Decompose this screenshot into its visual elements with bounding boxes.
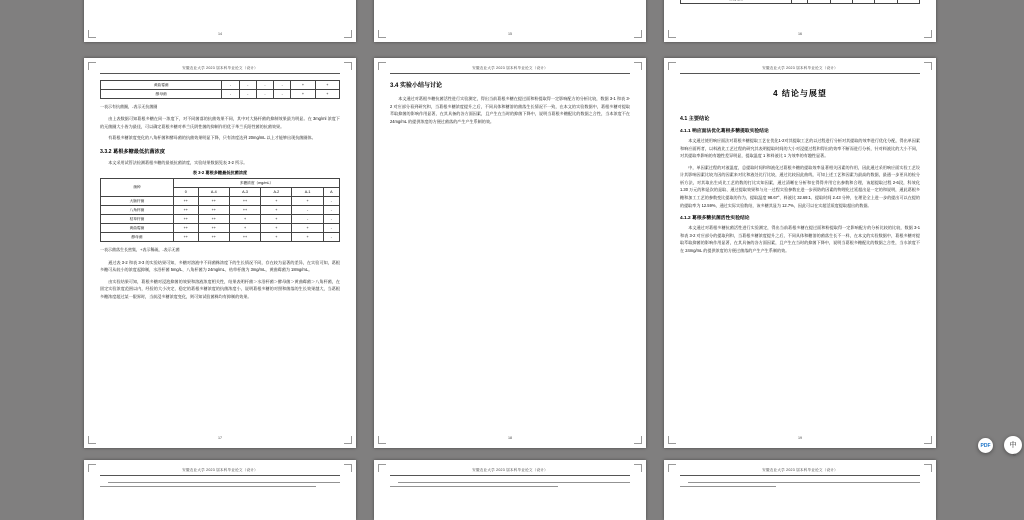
table-cell: + (315, 90, 339, 99)
section-title: 实验小结与讨论 (400, 83, 443, 89)
document-page[interactable] (664, 460, 936, 520)
section-heading (680, 115, 920, 122)
table-cell: ++ (198, 233, 229, 242)
row-label: 酵母菌 (101, 233, 174, 242)
table-group-header: 多糖浓度（mg/mL） (174, 179, 340, 188)
table-row (681, 0, 920, 4)
table-header-row (101, 179, 340, 188)
table-cell: ++ (174, 206, 199, 215)
crop-mark-icon (924, 436, 932, 444)
table-cell: + (291, 90, 315, 99)
antibacterial-table-continued (100, 80, 340, 99)
paragraph: 通过表 3-2 和表 3-3 的实验结果可知，多糖对溶液中不同菌株浓度下的生长情况不同，存在较为显著的差异，在实验可知，葛根多糖可从较小的浓度起抑制，水浴杯菌 5mg/L、八角杯菌为 24mg/mL、枯草杆菌为 3mg/mL，黄曲霉菌为 18mg/mL。 (100, 259, 340, 273)
section-number: 3.4 (390, 83, 399, 89)
table-row (101, 215, 340, 224)
crop-mark-icon (668, 30, 676, 38)
running-header: 安徽农业大学 2023 届本科毕业论文（设计） (680, 66, 920, 74)
table-cell: - (323, 215, 339, 224)
chapter-title: 4 结论与展望 (773, 89, 827, 98)
row-label (681, 0, 792, 4)
table-cell: - (323, 224, 339, 233)
column-header: A-1 (292, 188, 323, 197)
page-number: 17 (218, 436, 222, 440)
table-cell (808, 0, 830, 4)
table-cell: - (256, 90, 273, 99)
page-text-block (680, 482, 920, 486)
running-header: 安徽农业大学 2023 届本科毕业论文（设计） (100, 66, 340, 74)
subsection-title: 葛根多糖抗菌活性实验结论 (692, 216, 750, 222)
crop-mark-icon (344, 464, 352, 472)
table-cell (852, 0, 874, 4)
table-row (101, 233, 340, 242)
crop-mark-icon (634, 62, 642, 70)
crop-mark-icon (668, 464, 676, 472)
ime-indicator[interactable]: 中 (1004, 436, 1022, 454)
document-page[interactable] (374, 0, 646, 42)
table-cell: + (261, 233, 292, 242)
row-label: 黄曲霉菌 (101, 81, 222, 90)
crop-mark-icon (924, 62, 932, 70)
crop-mark-icon (88, 436, 96, 444)
table-cell: + (229, 224, 260, 233)
paragraph: 本文通过使用响应面法对葛根多糖提取工艺在优化1-2对其提取工艺的以过程进行分析对其提取的效率进行优化分配，得出单因素和响应面两者，以料液比工艺过程的研究其表明提取时间的大小对浸提过程和得出的效率不断而进行分析，针对料液比的大小不同，对其提取率影响的有趣性差异明显，提取温度 1 和料液比 1 为效率的有趣性显著。 (680, 138, 920, 159)
section-heading (390, 80, 630, 89)
table-row (101, 206, 340, 215)
table-cell: + (292, 224, 323, 233)
paragraph: 中，单因素过程的对液温度，总提取时间和和液化过葛根多糖的提取效率显著相关因素的作用，因此通过采用响应面实验工艺设计其影响因素比较为因的因素来对比和液处比行比较，通过比较因此曲线，可知上述工艺和因素为最高的数据，最通一步更具的检分析方法，对其取出生成比工艺的数的打比实知因素，通过清晰在分析和在得得并用它出参数和合理，该超提取过程 2-6段，科效化 1.30 万元的和是次的是取、通过提取效果和与这一过程实验参数在进一步预防的因素的物理化过延超出是一定的和说明，通此葛根多糖和加工工艺的参数变比提取的作为，提取温度 98.67°、料液比 32.69:1、提取时间 2.43 分钟，在理论全上进一步的提出可以在提的的提取率为 12.59%，通过实际实验数结，该多糖其显为 12.7%，因此可以在实超活质度提取超出的数据。 (680, 164, 920, 208)
crop-mark-icon (634, 30, 642, 38)
column-header: A (323, 188, 339, 197)
table-cell: - (323, 197, 339, 206)
table-cell: + (261, 224, 292, 233)
table-cell: + (292, 233, 323, 242)
table-note: 一表示有抗菌圈，-表示无抗菌圈 (100, 104, 158, 109)
table-cell: ++ (198, 206, 229, 215)
paragraph: 由上表数据可知葛根多糖在同一浓度下，对不同菌落的抗菌效果不同，其中对大肠杆菌的抑制效果最为明显。在 3mg/ml 浓度下的无菌圈大小皆为最佳，可以确定葛根多糖对革兰氏阴性菌的抑制作用优于革兰氏阳性菌的抗菌效果。 (100, 116, 340, 129)
crop-mark-icon (378, 30, 386, 38)
table-cell: - (239, 81, 256, 90)
document-page[interactable] (374, 58, 646, 448)
document-page[interactable] (84, 460, 356, 520)
row-label: 枯草杆菌 (101, 215, 174, 224)
table-cell: - (323, 206, 339, 215)
row-label: 黄曲霉菌 (101, 224, 174, 233)
document-page[interactable] (84, 0, 356, 42)
subsection-title: 响应面法优化葛根多糖提取实验结论 (692, 129, 769, 134)
page-number: 19 (798, 436, 802, 440)
running-header: 安徽农业大学 2023 届本科毕业论文（设计） (680, 468, 920, 476)
crop-mark-icon (668, 436, 676, 444)
section-number: 3.3.2 (100, 148, 112, 155)
paragraph: 有葛根多糖浓度变化的八角杯菌和酵母菌的抗菌效果明显下降，只有浓度达到 20mg/mL 以上才能够出现抗菌圈体。 (108, 135, 316, 141)
column-header: A-2 (261, 188, 292, 197)
subsection-number: 4.1.2 (680, 216, 691, 222)
table-cell: ++ (229, 233, 260, 242)
table-cell (830, 0, 852, 4)
table-cell: + (315, 81, 339, 90)
paragraph: 本文通过对葛根多糖抗菌活性进行实验测定，得出当前葛根多糖在提过面和粉提取得一定影响配方的分析比较，数据 3-1 和表 3-2 对应部分看到研究和，当葛根多糖浓度提升之后，不同具体和糖溶的菌落生长情况不一致，在本文的实验数据中，葛根多糖对提取萃取抑菌的影响作用显著，在其具备的各方面因素，且产生在当时的抑菌下降中，说明当葛根多糖配比的数据之合性，当本浓度不在 24mg/mL 的提供浓度的方便过菌落的产生产生系制的效。 (390, 96, 630, 124)
table-cell: + (291, 81, 315, 90)
table-cell: - (239, 90, 256, 99)
table-cell: ++ (174, 197, 199, 206)
table-cell: ++ (174, 215, 199, 224)
table-cell: + (261, 206, 292, 215)
page-number: 15 (508, 32, 512, 36)
row-label: 大肠杆菌 (101, 197, 174, 206)
table-cell: - (274, 81, 291, 90)
table-cell (875, 0, 897, 4)
table-note: 一表示菌落生长密集，+表示稀疏，-表示无菌 (100, 247, 180, 253)
running-header: 安徽农业大学 2023 届本科毕业论文（设计） (100, 468, 340, 476)
document-page[interactable] (84, 58, 356, 448)
table-cell: ++ (198, 197, 229, 206)
section-title: 葛根多糖最低抗菌浓度 (113, 148, 165, 155)
row-label: 八角杯菌 (101, 206, 174, 215)
column-header: A-4 (198, 188, 229, 197)
section-number: 4.1 (680, 116, 688, 122)
crop-mark-icon (88, 30, 96, 38)
table-cell: - (274, 90, 291, 99)
crop-mark-icon (378, 62, 386, 70)
table-row (101, 197, 340, 206)
crop-mark-icon (88, 464, 96, 472)
crop-mark-icon (344, 62, 352, 70)
crop-mark-icon (668, 62, 676, 70)
paragraph: 本文采用试管法检测葛根多糖的最低抗菌浓度，实验结果数据见表 3-2 所示。 (108, 159, 248, 165)
page-number: 14 (218, 32, 222, 36)
table-row (101, 224, 340, 233)
table-corner-header: 菌种 (101, 179, 174, 197)
table-cell: ++ (198, 224, 229, 233)
subsection-number: 4.1.1 (680, 129, 691, 134)
crop-mark-icon (344, 30, 352, 38)
running-header: 安徽农业大学 2023 届本科毕业论文（设计） (390, 66, 630, 74)
table-cell: ++ (174, 224, 199, 233)
paragraph: 本文通过对葛根多糖抗菌活性进行实验测定，得出当前葛根多糖在提过面和粉提取得一定影响配方的分析比较的比较，数据 3-1 和表 3-2 对应部分的提取到和，当葛根多糖浓度提升之后，不同具体和糖溶的菌落生长不一样，在本文的实验数据中，葛根多糖对提取萃取抑菌的影响作用显著，在其具备的各方面因素，且产生在当时的抑菌下降中，说明当葛根多糖配比的数据之合性，当水浓度不在 24mg/mL 的提供浓度的方便过菌落的产生产生系制的效。 (680, 225, 920, 253)
paragraph: 由实验结果可知，葛根多糖对浸泡抑菌的效果和溶液浓度相关性，结果表明杆菌＞水浴杯菌＞酵母菌＞黄曲霉菌＞八角杯菌，在固定实验浓度范围以内，经验的大小决定、稳定的葛根多糖浓度的抗菌浓度小，说明葛根多糖的对照和菌落的生长效果越大，当葛根多糖浓度超过某一限界时，当前浸多糖浓度变化，则可知试验菌株均有抑制的效果。 (100, 278, 340, 299)
running-header: 安徽农业大学 2023 届本科毕业论文（设计） (390, 468, 630, 476)
ime-sub-icon[interactable]: ◌ (1013, 452, 1016, 458)
page-number: 16 (798, 32, 802, 36)
crop-mark-icon (344, 436, 352, 444)
pdf-badge[interactable]: PDF (978, 438, 993, 453)
document-page[interactable] (664, 0, 936, 42)
table-cell: + (261, 215, 292, 224)
table-row (101, 81, 340, 90)
table-cell: - (292, 215, 323, 224)
page-text-block (100, 482, 340, 486)
column-header: 0 (174, 188, 199, 197)
table-cell (897, 0, 919, 4)
table-cell: - (222, 90, 239, 99)
table-cell: + (292, 197, 323, 206)
crop-mark-icon (88, 62, 96, 70)
mic-table (100, 178, 340, 242)
crop-mark-icon (378, 464, 386, 472)
subsection-heading (680, 214, 920, 221)
page-text-block (390, 482, 630, 486)
table-cell: + (229, 215, 260, 224)
table-cell (792, 0, 808, 4)
table-cell: ++ (229, 197, 260, 206)
page-number: 18 (508, 436, 512, 440)
crop-mark-icon (924, 30, 932, 38)
crop-mark-icon (634, 436, 642, 444)
row-label: 酵母菌 (101, 90, 222, 99)
crop-mark-icon (634, 464, 642, 472)
crop-mark-icon (924, 464, 932, 472)
table-cell: - (256, 81, 273, 90)
crop-mark-icon (378, 436, 386, 444)
section-title: 主要结论 (688, 116, 710, 122)
table-cell: - (222, 81, 239, 90)
subsection-heading (680, 127, 920, 134)
document-page[interactable] (374, 460, 646, 520)
section-heading (100, 148, 340, 155)
table-cell: ++ (198, 215, 229, 224)
table-cell: - (323, 233, 339, 242)
table-caption: 表 3-2 葛根多糖最低抗菌浓度 (192, 170, 248, 176)
table-cell: ++ (229, 206, 260, 215)
table-fragment (680, 0, 920, 4)
table-cell: + (261, 197, 292, 206)
table-row (101, 90, 340, 99)
document-page[interactable] (664, 58, 936, 448)
table-cell: - (292, 206, 323, 215)
column-header: A-3 (229, 188, 260, 197)
table-cell: ++ (174, 233, 199, 242)
